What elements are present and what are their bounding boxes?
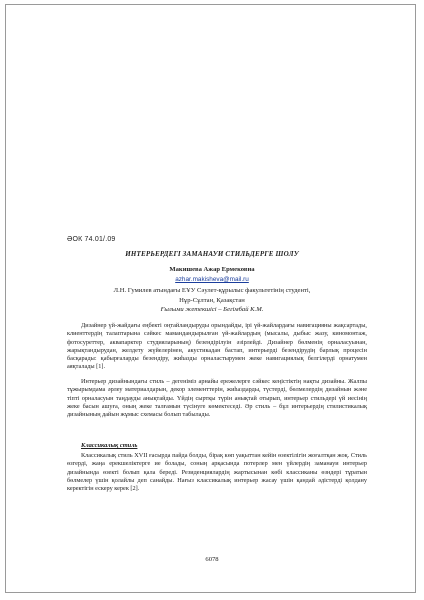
paragraph-3: Классикалық стиль XVII ғасырда пайда болды, бірақ көп уақыттан кейін өзектілігін жоғалтқан жоқ. Стиль өзгерді, жаңа ерекшеліктерге ие болады, соның арқасында потерлер мен үйлердің заманауи интерьер дизайнында өзекті болып қала береді. Резиденциялардің жартысынан көбі классиканы өзндері тұратын бөлмелер үшін қолайлы деп санайды. Нағыз классикалық интерьер жасау үшін қандай әдістерді қолдану керектігін ескеру керек [2]. — [67, 452, 367, 493]
affiliation-line-2: Нұр-Сұлтан, Қазақстан — [179, 296, 245, 304]
affiliation-line-1: Л.Н. Гумилев атындағы ЕҰУ Сәулет-құрылыс факультетінің студенті, — [113, 287, 311, 294]
author-email-link[interactable]: azhar.makisheva@mail.ru — [175, 276, 249, 283]
udc-code: ӘОК 74.01/.09 — [67, 236, 116, 243]
paragraph-1: Дизайнер үй-жайдағы еңбекті оңтайландыруды орындайды, ірі үй-жайлардағы навигацияны жақсартады, клиенттердің талаптарына сәйкес мамандандырылған үй-жайлардың (мысалы, дыбыс жазу, киномонтаж, фотосуреттер, аквапарктер студияларының) безендірілуін әзірлейді. Дизайнер бөлменің орналасуынан, жарықтандырудан, желдету жүйелерінен, акустикадан бастап, интерьерді безендірудің барлық процесін басқарады: қабырғаларды безендіру, жиһазды орналастырумен жеке навигациялық белгілерді орнатумен аяқталады [1]. — [67, 322, 367, 371]
affiliation — [0, 286, 424, 305]
author-name: Макишева Ажар Ермековна — [169, 266, 255, 273]
paragraph-2: Интерьер дизайнындағы стиль – дегеніміз арнайы ережелерге сәйкес кеңістіктің нақты дизайны. Жалпы тұжырымдама әрлеу материалдарын, декор элементтерін, жиһаздарды, түстерді, бөлмелердің дизайнын және тіпті орналасуын таңдауды анықтайды. Үйдің сыртқы түрін анықтай отырып, интерьер стильдері үй иесінің жеке басын ашуға, оның жеке талғамын түсінуге көмектеседі. Әр стиль – бұл интерьердің стилистикалық дизайнының дайын жұмыс схемасы болып табылады. — [67, 378, 367, 419]
article-title: ИНТЕРЬЕРДЕГІ ЗАМАНАУИ СТИЛЬДЕРГЕ ШОЛУ — [125, 250, 299, 258]
section-subheading: Классикалық стиль — [81, 442, 138, 449]
page-number: 6078 — [205, 556, 219, 563]
scientific-advisor: Ғылыми жетекшісі – Бегімбай К.М. — [160, 306, 264, 313]
